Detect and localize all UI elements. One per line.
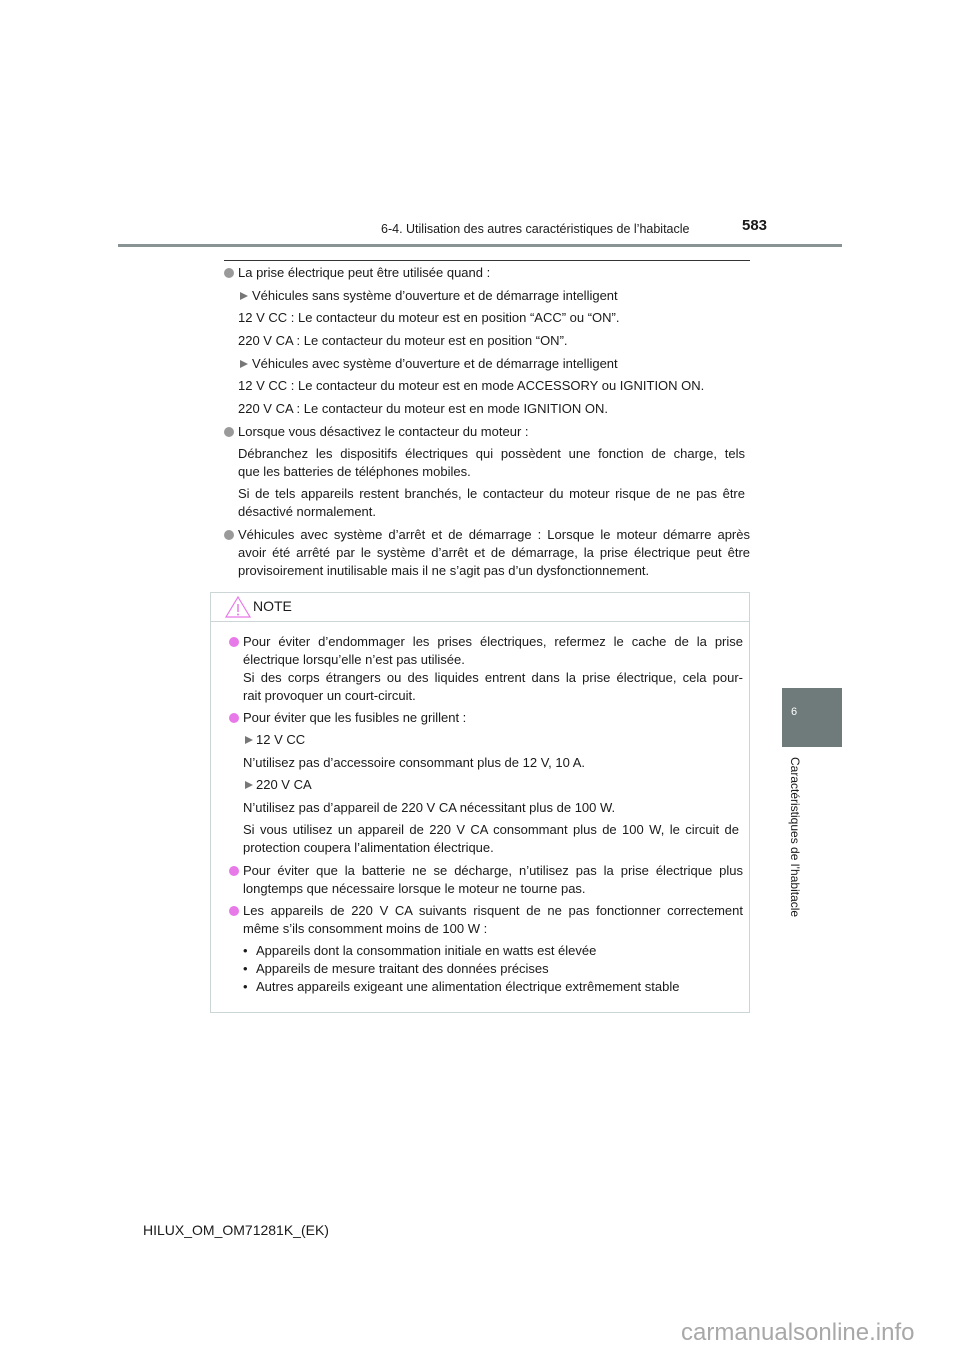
bullet-icon <box>229 713 239 723</box>
document-code: HILUX_OM_OM71281K_(EK) <box>143 1222 329 1238</box>
list-item: Appareils de mesure traitant des données précises <box>256 961 549 976</box>
bullet-icon <box>224 427 234 437</box>
bullet-text: Pour éviter que les fusibles ne grillent : <box>243 710 467 725</box>
text-line: même s’ils consomment moins de 100 W : <box>243 921 488 936</box>
watermark: carmanualsonline.info <box>681 1319 915 1346</box>
list-dot: • <box>243 979 248 994</box>
list-dot: • <box>243 961 248 976</box>
bullet-icon <box>224 268 234 278</box>
bullet-icon <box>229 637 239 647</box>
page-number: 583 <box>742 217 768 234</box>
list-item: Appareils dont la consommation initiale en watts est élevée <box>256 943 597 958</box>
text-line: Si des corps étrangers ou des liquides entrent dans la prise électrique, cela pour- <box>243 670 743 685</box>
text-line: Pour éviter que la batterie ne se décharge, n’utilisez pas la prise électrique plus <box>243 863 743 878</box>
text-line: longtemps que nécessaire lorsque le moteur ne tourne pas. <box>243 881 586 896</box>
section-rule <box>224 260 750 261</box>
bullet-text: La prise électrique peut être utilisée quand : <box>238 265 491 280</box>
text-line: avoir été arrêté par le système d’arrêt et de démarrage, la prise électrique peut être <box>238 545 750 560</box>
text-line: électrique lorsqu’elle n’est pas utilisée. <box>243 652 465 667</box>
text-line: N’utilisez pas d’appareil de 220 V CA nécessitant plus de 100 W. <box>243 800 616 815</box>
list-item: Autres appareils exigeant une alimentation électrique extrêmement stable <box>256 979 680 994</box>
bullet-icon <box>224 530 234 540</box>
bullet-text: Lorsque vous désactivez le contacteur du moteur : <box>238 424 529 439</box>
note-divider <box>211 621 749 622</box>
chapter-title: Caractéristiques de l’habitacle <box>788 757 802 918</box>
text-line: Pour éviter d’endommager les prises électriques, refermez le cache de la prise <box>243 634 743 649</box>
text-line: Les appareils de 220 V CA suivants risquent de ne pas fonctionner correctement <box>243 903 743 918</box>
text-line: que les batteries de téléphones mobiles. <box>238 464 471 479</box>
text-line: désactivé normalement. <box>238 504 377 519</box>
note-title: NOTE <box>253 598 292 614</box>
text-line: N’utilisez pas d’accessoire consommant plus de 12 V, 10 A. <box>243 755 586 770</box>
text-line: 220 V CA : Le contacteur du moteur est en position “ON”. <box>238 333 568 348</box>
text-line: 12 V CC : Le contacteur du moteur est en mode ACCESSORY ou IGNITION ON. <box>238 378 705 393</box>
chapter-number: 6 <box>791 706 798 718</box>
subheading: Véhicules avec système d’ouverture et de démarrage intelligent <box>252 356 618 371</box>
chapter-tab[interactable] <box>782 688 842 747</box>
bullet-icon <box>229 866 239 876</box>
section-title: 6-4. Utilisation des autres caractéristiques de l’habitacle <box>381 222 690 236</box>
text-line: Véhicules avec système d’arrêt et de démarrage : Lorsque le moteur démarre après <box>238 527 750 542</box>
list-dot: • <box>243 943 248 958</box>
warning-icon <box>225 596 251 618</box>
arrow-icon <box>240 292 248 300</box>
text-line: provisoirement inutilisable mais il ne s’agit pas d’un dysfonctionnement. <box>238 563 650 578</box>
subheading: 220 V CA <box>256 777 312 792</box>
text-line: 220 V CA : Le contacteur du moteur est en mode IGNITION ON. <box>238 401 608 416</box>
text-line: rait provoquer un court-circuit. <box>243 688 416 703</box>
text-line: Débranchez les dispositifs électriques qui possèdent une fonction de charge, tels <box>238 446 745 461</box>
arrow-icon <box>245 736 253 744</box>
arrow-icon <box>245 781 253 789</box>
bullet-icon <box>229 906 239 916</box>
text-line: protection coupera l’alimentation électrique. <box>243 840 494 855</box>
text-line: 12 V CC : Le contacteur du moteur est en position “ACC” ou “ON”. <box>238 310 620 325</box>
arrow-icon <box>240 360 248 368</box>
header-rule <box>118 244 842 247</box>
text-line: Si de tels appareils restent branchés, le contacteur du moteur risque de ne pas être <box>238 486 745 501</box>
text-line: Si vous utilisez un appareil de 220 V CA consommant plus de 100 W, le circuit de <box>243 822 739 837</box>
subheading: Véhicules sans système d’ouverture et de démarrage intelligent <box>252 288 618 303</box>
subheading: 12 V CC <box>256 732 306 747</box>
